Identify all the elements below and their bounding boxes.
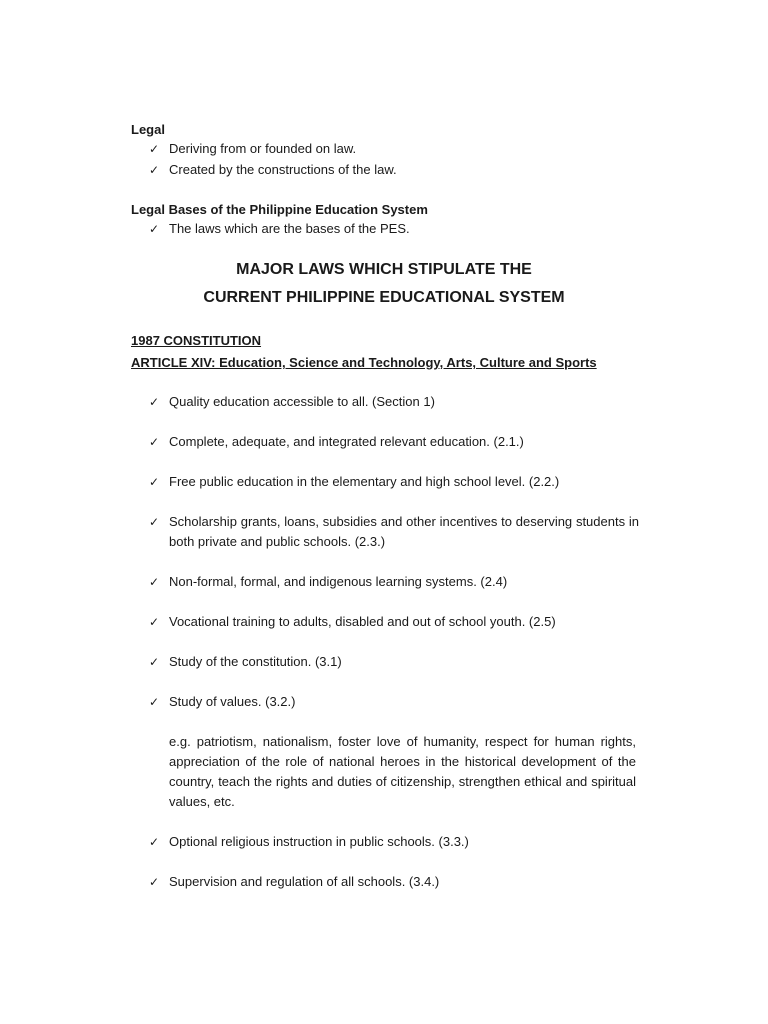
check-icon: ✓ (149, 142, 160, 156)
list-item (149, 692, 649, 712)
list-item (149, 160, 649, 180)
list-item (149, 512, 649, 552)
list-item-text: Free public education in the elementary and high school level. (2.2.) (169, 474, 560, 489)
list-item (149, 872, 649, 892)
check-icon: ✓ (149, 875, 160, 889)
constitution-heading: 1987 CONSTITUTION (131, 333, 262, 348)
check-icon: ✓ (149, 835, 160, 849)
check-icon: ✓ (149, 435, 160, 449)
check-icon: ✓ (149, 515, 160, 529)
check-icon: ✓ (149, 695, 160, 709)
values-note: e.g. patriotism, nationalism, foster love of humanity, respect for human rights, appreciation of the role of national heroes in the historical development of the country, teach the rights and duties of citizenship, strengthen ethical and spiritual values, etc. (169, 734, 636, 809)
legal-bases-heading: Legal Bases of the Philippine Education System (131, 202, 428, 217)
list-item-text: Study of values. (3.2.) (169, 694, 296, 709)
list-item (149, 432, 649, 452)
list-item (149, 832, 649, 852)
check-icon: ✓ (149, 575, 160, 589)
check-icon: ✓ (149, 163, 160, 177)
list-item-text: The laws which are the bases of the PES. (169, 221, 410, 236)
list-item-text: Quality education accessible to all. (Section 1) (169, 394, 435, 409)
list-item (149, 612, 649, 632)
check-icon: ✓ (149, 615, 160, 629)
article-heading: ARTICLE XIV: Education, Science and Technology, Arts, Culture and Sports (131, 355, 597, 370)
check-icon: ✓ (149, 395, 160, 409)
check-icon: ✓ (149, 222, 160, 236)
list-item-text: Created by the constructions of the law. (169, 162, 397, 177)
list-item-text: Vocational training to adults, disabled and out of school youth. (2.5) (169, 614, 556, 629)
list-item (149, 392, 649, 412)
list-item (149, 572, 649, 592)
list-item-text: Optional religious instruction in public schools. (3.3.) (169, 834, 469, 849)
list-item-text: Supervision and regulation of all schools. (3.4.) (169, 874, 440, 889)
check-icon: ✓ (149, 655, 160, 669)
list-item (149, 139, 649, 159)
list-item (149, 219, 649, 239)
list-item-text: Study of the constitution. (3.1) (169, 654, 342, 669)
list-item (149, 652, 649, 672)
page-title-line-1: MAJOR LAWS WHICH STIPULATE THE (236, 261, 532, 278)
list-item-text: Complete, adequate, and integrated relevant education. (2.1.) (169, 434, 524, 449)
page-title-line-2: CURRENT PHILIPPINE EDUCATIONAL SYSTEM (203, 289, 565, 306)
check-icon: ✓ (149, 475, 160, 489)
list-item (149, 472, 649, 492)
list-item-text: Non-formal, formal, and indigenous learning systems. (2.4) (169, 574, 508, 589)
legal-heading: Legal (131, 122, 165, 137)
list-item-text: Deriving from or founded on law. (169, 141, 357, 156)
list-item-text: Scholarship grants, loans, subsidies and other incentives to deserving students in both private and public schools. (2.3.) (169, 514, 639, 549)
